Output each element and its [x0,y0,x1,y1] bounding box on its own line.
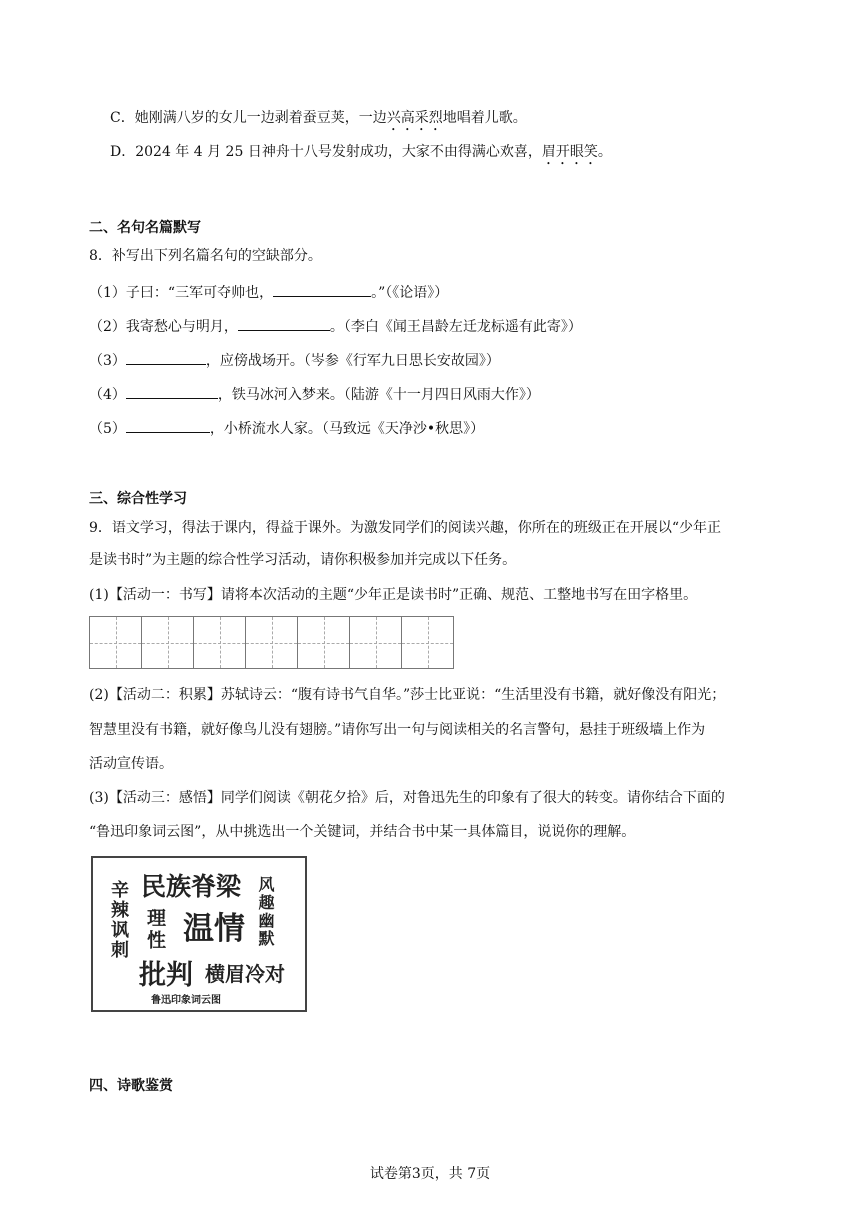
section-title: 二、名句名篇默写 [89,220,201,236]
fill-item: （3） ，应傍战场开。（岑参《行军九日思长安故园》） [89,348,500,371]
grid-cell[interactable] [245,616,298,669]
answer-blank[interactable] [126,348,206,365]
activity-2: 活动宣传语。 [89,756,173,772]
word-hengmei-lengdui: 横眉冷对 [205,962,285,986]
section-title: 四、诗歌鉴赏 [89,1078,173,1094]
grid-cell[interactable] [193,616,246,669]
activity-2: (2)【活动二：积累】苏轼诗云：“腹有诗书气自华。”莎士比亚说：“生活里没有书籍，就好像没有阳光； [89,687,726,703]
fill-item: （2）我寄愁心与明月， 。（李白《闻王昌龄左迁龙标遥有此寄》） [89,314,582,337]
activity-3: (3)【活动三：感悟】同学们阅读《朝花夕拾》后，对鲁迅先生的印象有了很大的转变。请你结合下面的 [89,790,725,806]
answer-blank[interactable] [238,314,330,331]
activity-1: (1)【活动一：书写】请将本次活动的主题“少年正是读书时”正确、规范、工整地书写在田字格里。 [89,587,698,603]
tianzige-grid[interactable] [89,616,454,669]
fill-item: （1）子曰：“三军可夺帅也， 。”（《论语》） [89,280,448,303]
word-xinla-fengci: 辛辣讽刺 [108,880,129,960]
activity-3: “鲁迅印象词云图”，从中挑选出一个关键词，并结合书中某一具体篇目，说说你的理解。 [89,824,636,840]
word-fengqu-youmo: 风趣幽默 [256,876,275,948]
answer-blank[interactable] [126,382,218,399]
word-minzu-jiliang: 民族脊梁 [141,872,242,901]
question-stem: 8．补写出下列名篇名句的空缺部分。 [89,248,322,264]
question-text: 是读书时”为主题的综合性学习活动，请你积极参加并完成以下任务。 [89,552,517,568]
grid-cell[interactable] [141,616,194,669]
fill-item: （5） ，小桥流水人家。（马致远《天净沙•秋思》） [89,416,484,439]
word-lixing: 理性 [144,908,166,952]
page-footer: 试卷第3页，共 7页 [369,1166,491,1182]
word-wenqing: 温情 [183,911,245,947]
word-cloud-image [91,856,307,1012]
grid-cell[interactable] [89,616,142,669]
answer-blank[interactable] [126,416,210,433]
word-cloud-caption: 鲁迅印象词云图 [151,995,221,1006]
section-title: 三、综合性学习 [89,491,187,507]
dotted-idiom: 眉开眼笑 [541,144,598,160]
fill-item: （4） ，铁马冰河入梦来。（陆游《十一月四日风雨大作》） [89,382,540,405]
activity-2: 智慧里没有书籍，就好像鸟儿没有翅膀。”请你写出一句与阅读相关的名言警句，悬挂于班级墙上作为 [89,722,706,738]
dotted-idiom: 兴高采烈 [386,110,443,126]
answer-blank[interactable] [273,280,371,297]
word-pipan: 批判 [139,960,193,991]
option-d: D．2024 年 4 月 25 日神舟十八号发射成功，大家不由得满心欢喜，眉开眼笑。 [110,144,612,160]
grid-cell[interactable] [297,616,350,669]
question-text: 9．语文学习，得法于课内，得益于课外。为激发同学们的阅读兴趣，你所在的班级正在开展以“少年正 [89,520,722,536]
grid-cell[interactable] [401,616,454,669]
grid-cell[interactable] [349,616,402,669]
option-c: C．她刚满八岁的女儿一边剥着蚕豆荚，一边兴高采烈地唱着儿歌。 [110,110,527,126]
